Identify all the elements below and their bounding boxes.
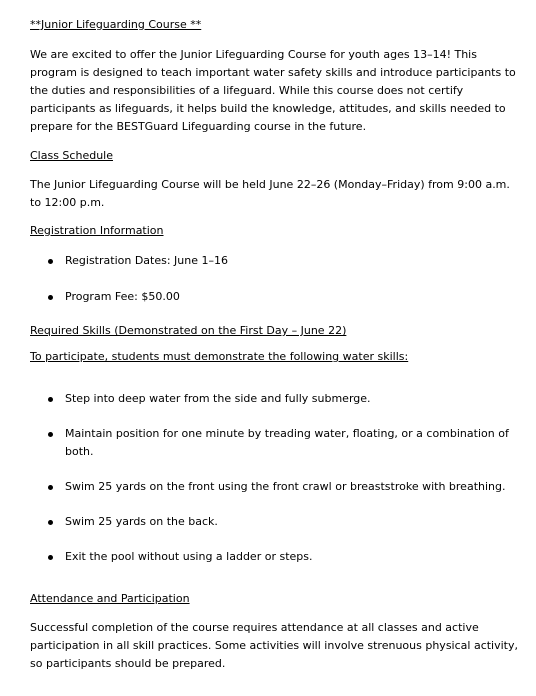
list-item: Step into deep water from the side and fully submerge. bbox=[30, 390, 520, 408]
document-page bbox=[30, 16, 520, 673]
list-item: Exit the pool without using a ladder or steps. bbox=[30, 548, 520, 566]
intro-paragraph: We are excited to offer the Junior Lifeguarding Course for youth ages 13–14! This program is designed to teach important water safety skills and introduce participants to the duties and responsibilities of a lifeguard. While this course does not certify participants as lifeguards, it helps build the knowledge, attitudes, and skills needed to prepare for the BESTGuard Lifeguarding course in the future. bbox=[30, 48, 516, 133]
required-skills-heading: Required Skills (Demonstrated on the First Day – June 22) bbox=[30, 324, 347, 337]
list-item: Maintain position for one minute by treading water, floating, or a combination of both. bbox=[30, 425, 520, 461]
required-skills-subheading: To participate, students must demonstrate the following water skills: bbox=[30, 350, 409, 363]
list-item: Registration Dates: June 1–16 bbox=[30, 252, 520, 270]
registration-heading: Registration Information bbox=[30, 224, 164, 237]
document-title: **Junior Lifeguarding Course ** bbox=[30, 18, 202, 31]
class-schedule-text: The Junior Lifeguarding Course will be held June 22–26 (Monday–Friday) from 9:00 a.m. to 12:00 p.m. bbox=[30, 178, 510, 209]
class-schedule-heading: Class Schedule bbox=[30, 149, 113, 162]
list-item: Swim 25 yards on the front using the front crawl or breaststroke with breathing. bbox=[30, 478, 520, 496]
list-item: Swim 25 yards on the back. bbox=[30, 513, 520, 531]
attendance-heading: Attendance and Participation bbox=[30, 592, 190, 605]
attendance-text: Successful completion of the course requires attendance at all classes and active participation in all skill practices. Some activities will involve strenuous physical activity, so participants should be prepared. bbox=[30, 621, 518, 670]
required-skills-list bbox=[30, 390, 520, 566]
registration-list bbox=[30, 252, 520, 306]
list-item: Program Fee: $50.00 bbox=[30, 288, 520, 306]
